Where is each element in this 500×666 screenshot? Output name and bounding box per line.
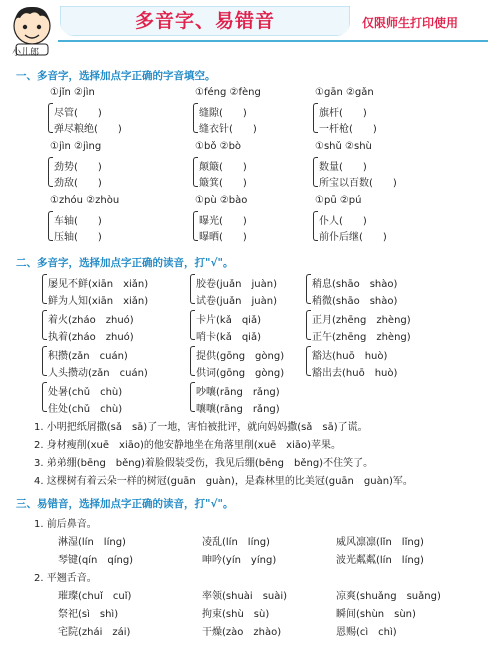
s3-item: 率领(shuài suài): [202, 591, 288, 602]
s2-item: 住处(chǔ chù): [48, 404, 123, 415]
s3-part2-label: 2. 平翘舌音。: [34, 573, 97, 584]
s2-item: 吵嚷(rāng rǎng): [196, 387, 280, 398]
s2-sentence: 4. 这棵树有着云朵一样的树冠(guān guàn)，是森林里的比美冠(guān guàn)军。: [34, 476, 413, 487]
s2-sentence: 2. 身材瘦削(xuē xiāo)的他安静地坐在角落里削(xuē xiāo)苹果。: [34, 440, 342, 451]
s3-item: 拘束(shù sù): [202, 609, 270, 620]
s3-item: 璀璨(chuǐ cuǐ): [58, 591, 132, 602]
s2-item: 执着(zháo zhuó): [48, 332, 134, 343]
s2-item: 稍微(shāo shào): [312, 296, 398, 307]
s2-item: 处暑(chǔ chù): [48, 387, 123, 398]
s1-word: 弹尽粮绝( ): [54, 124, 122, 135]
s2-item: 供词(gōng gòng): [196, 368, 285, 379]
s1-word: 数量( ): [319, 162, 367, 173]
s2-sentence: 1. 小明把纸屑撒(sǎ sā)了一地，害怕被批评，就向妈妈撒(sǎ sā)了谎。: [34, 422, 368, 433]
s2-item: 稍息(shāo shào): [312, 279, 398, 290]
s2-item: 正月(zhēng zhèng): [312, 315, 411, 326]
s1-word: 尽管( ): [54, 108, 102, 119]
s2-item: 鲜为人知(xiān xiǎn): [48, 296, 149, 307]
s1-word: 车轴( ): [54, 216, 102, 227]
s2-sentence: 3. 弟弟绷(bēng běng)着脸假装受伤，我见后绷(bēng běng)不住笑了。: [34, 458, 374, 469]
s1-word: 颠簸( ): [199, 162, 247, 173]
s3-item: 凌乱(lín líng): [202, 537, 270, 548]
s1-g5-options: ①bǒ ②bò: [195, 141, 242, 152]
s2-item: 豁达(huō huò): [312, 351, 388, 362]
s1-word: 旗杆( ): [319, 108, 367, 119]
section2-title: 二、多音字，选择加点字正确的读音，打"√"。: [16, 257, 234, 269]
s1-g6-options: ①shǔ ②shù: [315, 141, 372, 152]
s3-item: 祭祀(sì shì): [58, 609, 119, 620]
s1-word: 簸箕( ): [199, 178, 247, 189]
s3-item: 干燥(zào zhào): [202, 627, 282, 638]
s2-item: 豁出去(huō huò): [312, 368, 398, 379]
s1-word: 缝隙( ): [199, 108, 247, 119]
s3-item: 呻吟(yín yíng): [202, 555, 277, 566]
s3-item: 淋湿(lín líng): [58, 537, 126, 548]
s1-word: 一杆枪( ): [319, 124, 377, 135]
s2-item: 试卷(juǎn juàn): [196, 296, 277, 307]
s2-item: 卡片(kǎ qiǎ): [196, 315, 261, 326]
s2-item: 人头攒动(zǎn cuán): [48, 368, 148, 379]
s1-word: 缝衣针( ): [199, 124, 257, 135]
s2-item: 哨卡(kǎ qiǎ): [196, 332, 261, 343]
s2-item: 正午(zhēng zhèng): [312, 332, 411, 343]
s3-item: 宅院(zhái zái): [58, 627, 131, 638]
s1-g4-options: ①jìn ②jìng: [50, 141, 102, 152]
s1-g8-options: ①pù ②bào: [195, 195, 248, 206]
s1-g2-options: ①féng ②fèng: [195, 87, 261, 98]
section1-title: 一、多音字，选择加点字正确的字音填空。: [16, 70, 216, 82]
s1-word: 曝晒( ): [199, 232, 247, 243]
s2-item: 屡见不鲜(xiān xiǎn): [48, 279, 149, 290]
s1-word: 所宝以百数( ): [319, 178, 397, 189]
s3-item: 波光粼粼(lín líng): [336, 555, 424, 566]
s3-item: 威风凛凛(lǐn lǐng): [336, 537, 424, 548]
header-divider: [58, 40, 488, 42]
s1-word: 压轴( ): [54, 232, 102, 243]
s1-word: 劲势( ): [54, 162, 102, 173]
s1-g1-options: ①jǐn ②jìn: [50, 87, 95, 98]
s1-word: 前仆后继( ): [319, 232, 387, 243]
s2-item: 胶卷(juǎn juàn): [196, 279, 277, 290]
s2-item: 着火(zháo zhuó): [48, 315, 134, 326]
page-header: [0, 0, 500, 58]
s3-item: 琴键(qín qíng): [58, 555, 134, 566]
s3-part1-label: 1. 前后鼻音。: [34, 519, 97, 530]
s3-item: 恩赐(cì chì): [336, 627, 397, 638]
section3-title: 三、易错音，选择加点字正确的读音，打"√"。: [16, 498, 234, 510]
s1-word: 仆人( ): [319, 216, 367, 227]
s3-item: 瞬间(shùn sùn): [336, 609, 416, 620]
s1-g9-options: ①pū ②pú: [315, 195, 362, 206]
usage-tagline: 仅限师生打印使用: [362, 16, 459, 30]
s3-item: 凉爽(shuǎng suǎng): [336, 591, 441, 602]
logo-label: 小儿郎: [12, 48, 40, 58]
s1-g7-options: ①zhóu ②zhòu: [50, 195, 120, 206]
s1-word: 劲敌( ): [54, 178, 102, 189]
s1-word: 曝光( ): [199, 216, 247, 227]
page-title: 多音字、易错音: [134, 10, 275, 32]
s2-item: 嚷嚷(rāng rǎng): [196, 404, 280, 415]
s2-item: 提供(gōng gòng): [196, 351, 285, 362]
s2-item: 积攒(zǎn cuán): [48, 351, 128, 362]
s1-g3-options: ①gān ②gǎn: [315, 87, 374, 98]
